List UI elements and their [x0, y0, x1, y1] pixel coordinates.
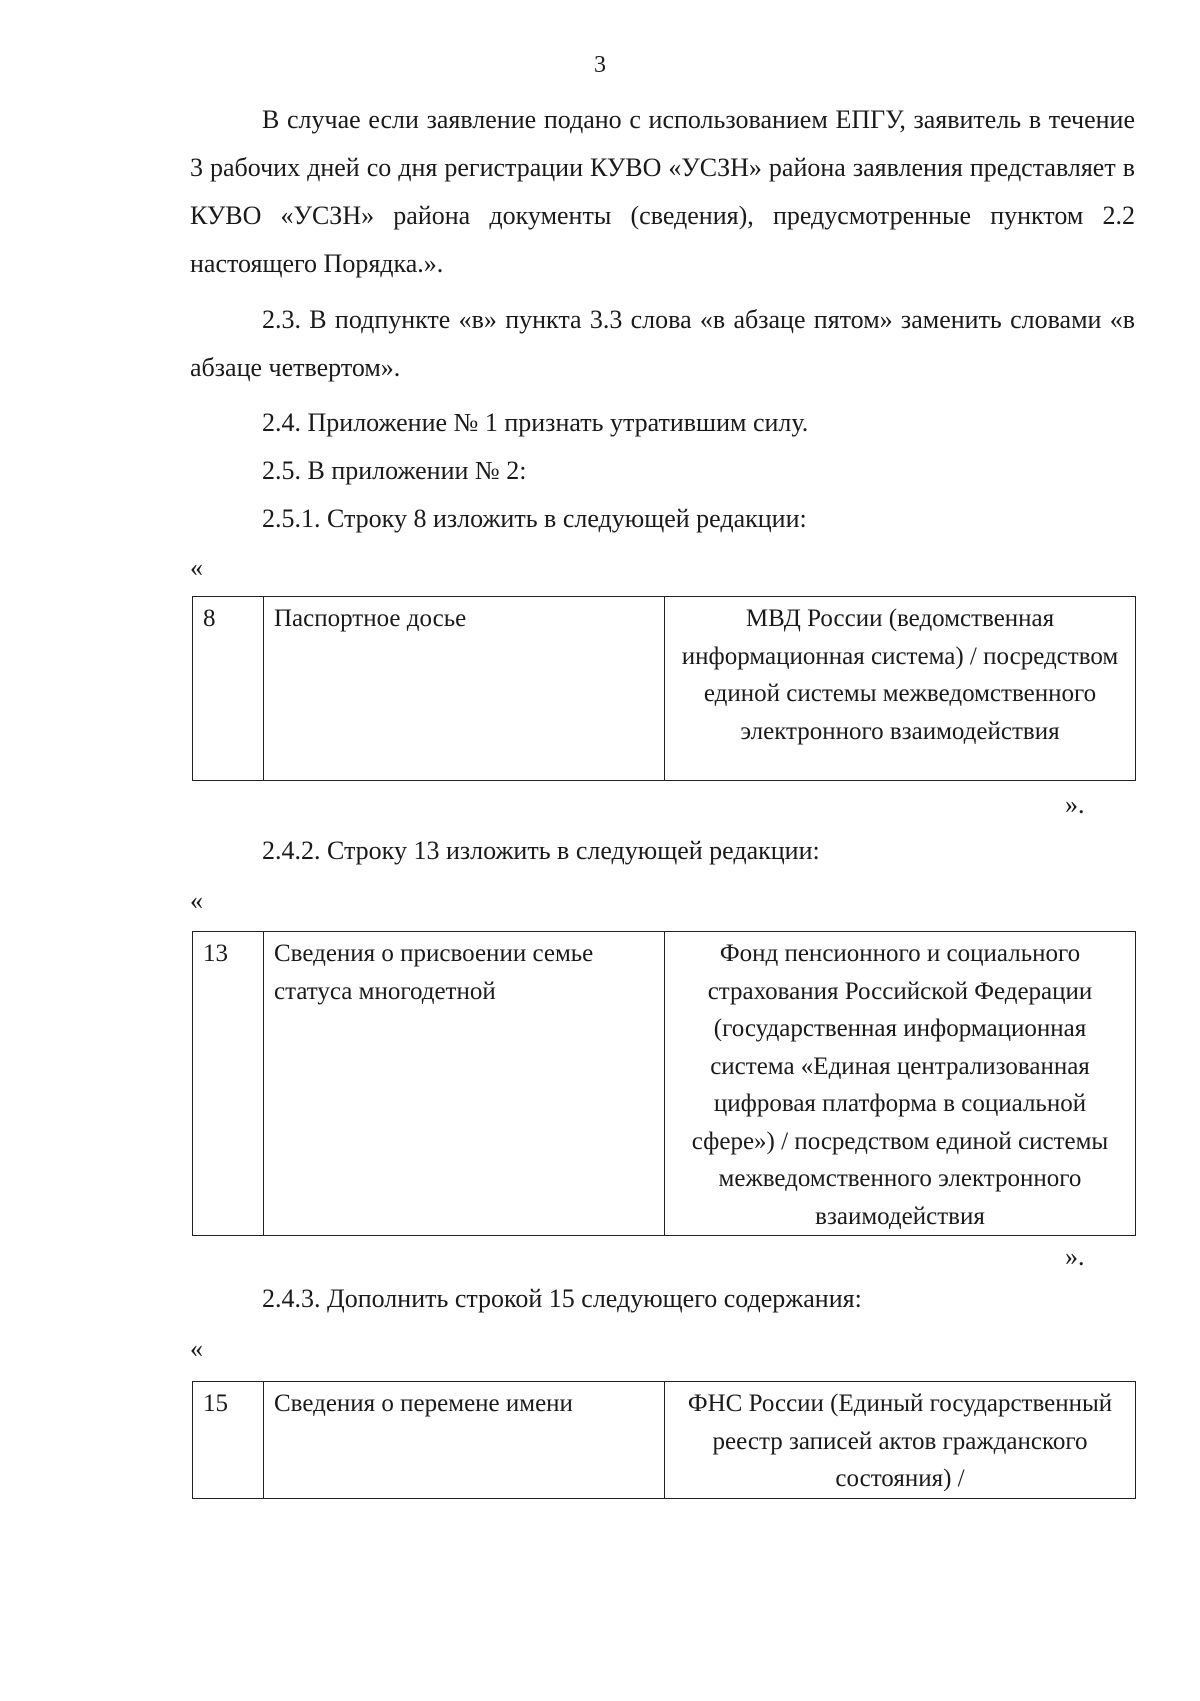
- row-number: 8: [193, 597, 264, 781]
- paragraph-2-4-2: 2.4.2. Строку 13 изложить в следующей редакции:: [262, 836, 820, 865]
- table-row-8: [192, 596, 1136, 781]
- table-row: [193, 932, 1136, 1236]
- quote-open-3: «: [190, 1334, 203, 1363]
- paragraph-2-3: 2.3. В подпункте «в» пункта 3.3 слова «в абзаце пятом» заменить словами «в абзаце четвертом».: [190, 305, 1135, 382]
- row-source: ФНС России (Единый государственный реестр записей актов гражданского состояния) /: [665, 1382, 1136, 1499]
- page-number: 3: [594, 52, 606, 78]
- paragraph-2-4: 2.4. Приложение № 1 признать утратившим силу.: [262, 408, 809, 437]
- quote-open-2: «: [190, 886, 203, 915]
- quote-open-1: «: [190, 553, 203, 582]
- table-row: [193, 597, 1136, 781]
- row-source: Фонд пенсионного и социального страхования Российской Федерации (государственная информационная система «Единая централизованная цифровая платформа в социальной сфере») / посредством единой системы межведомственного электронного взаимодействия: [665, 932, 1136, 1236]
- quote-close-2: ».: [1065, 1242, 1085, 1271]
- row-number: 13: [193, 932, 264, 1236]
- row-number: 15: [193, 1382, 264, 1499]
- table-row-15: [192, 1381, 1136, 1499]
- paragraph-2-4-3: 2.4.3. Дополнить строкой 15 следующего содержания:: [262, 1284, 862, 1313]
- table-row: [193, 1382, 1136, 1499]
- paragraph-2-5: 2.5. В приложении № 2:: [262, 456, 527, 485]
- row-name: Сведения о перемене имени: [264, 1382, 665, 1499]
- row-name: Паспортное досье: [264, 597, 665, 781]
- paragraph-epgu: В случае если заявление подано с использованием ЕПГУ, заявитель в течение 3 рабочих дней со дня регистрации КУВО «УСЗН» района заявления представляет в КУВО «УСЗН» района документы (сведения), предусмотренные пунктом 2.2 настоящего Порядка.».: [190, 105, 1135, 278]
- row-name: Сведения о присвоении семье статуса многодетной: [264, 932, 665, 1236]
- row-source: МВД России (ведомственная информационная система) / посредством единой системы межведомственного электронного взаимодействия: [665, 597, 1136, 781]
- quote-close-1: ».: [1065, 790, 1085, 819]
- paragraph-2-5-1: 2.5.1. Строку 8 изложить в следующей редакции:: [262, 504, 807, 533]
- table-row-13: [192, 931, 1136, 1236]
